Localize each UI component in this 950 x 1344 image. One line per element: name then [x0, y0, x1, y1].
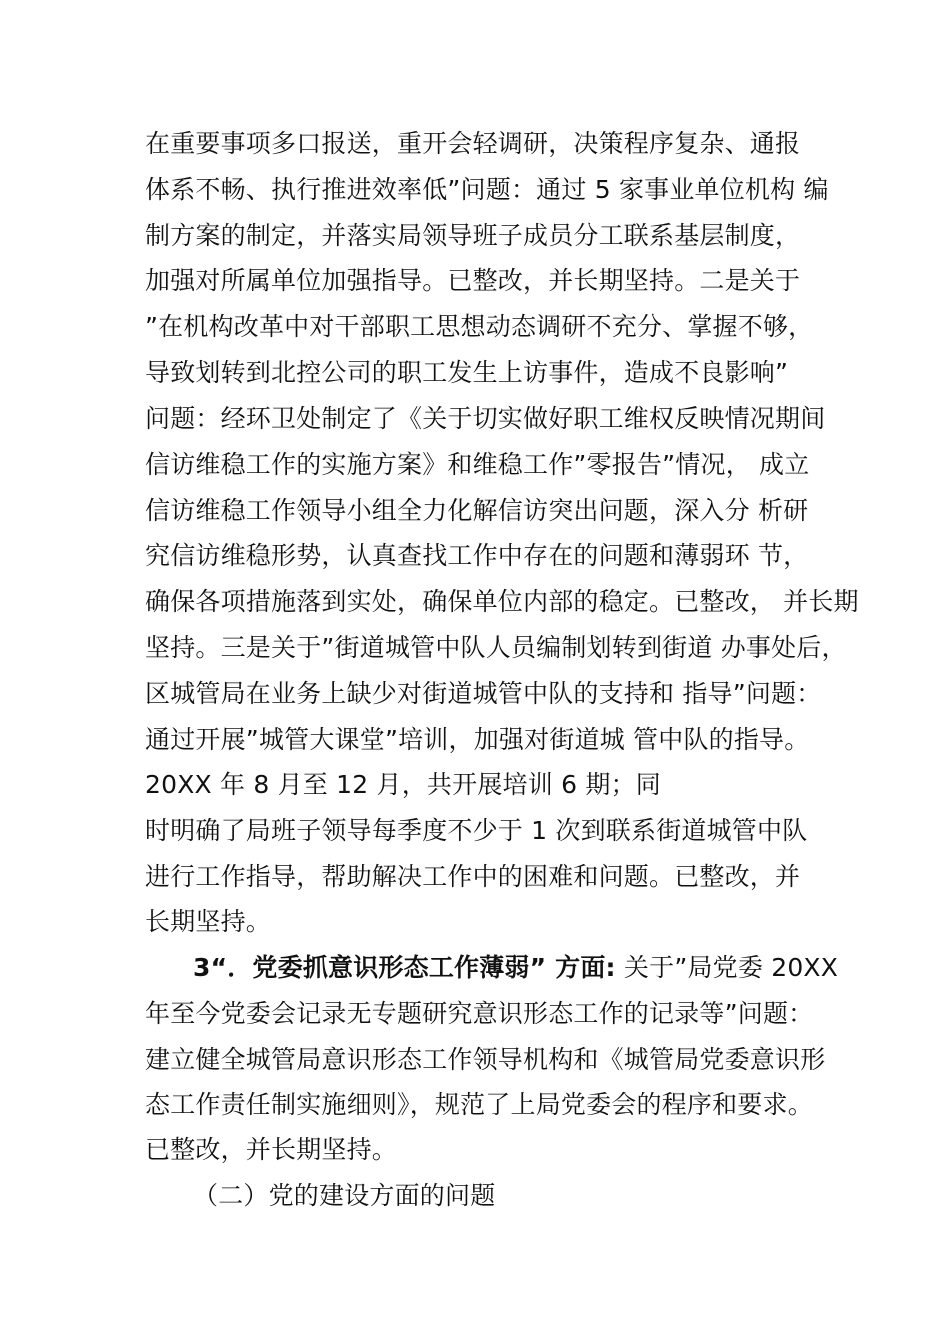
body-line-13: 区城管局在业务上缺少对街道城管中队的支持和 指导”问题：	[145, 679, 822, 708]
subheading-party-building: （二）党的建设方面的问题	[193, 1181, 496, 1210]
body-line-5: ”在机构改革中对干部职工思想动态调研不充分、掌握不够，	[145, 312, 814, 341]
body-line-6: 导致划转到北控公司的职工发生上访事件，造成不良影响”	[145, 358, 789, 387]
body-line-10: 究信访维稳形势，认真查找工作中存在的问题和薄弱环 节，	[145, 541, 809, 570]
body-line-14: 通过开展”城管大课堂”培训，加强对街道城 管中队的指导。	[145, 725, 810, 754]
body-line-1: 在重要事项多口报送，重开会轻调研，决策程序复杂、通报	[145, 129, 801, 158]
body-line-17: 进行工作指导，帮助解决工作中的困难和问题。已整改，并	[145, 862, 801, 891]
body-line-15: 20XX 年 8 月至 12 月，共开展培训 6 期；同	[145, 770, 661, 799]
section-3-first-line	[193, 945, 838, 991]
section-3-line-2: 年至今党委会记录无专题研究意识形态工作的记录等”问题：	[145, 999, 814, 1028]
body-line-9: 信访维稳工作领导小组全力化解信访突出问题，深入分 析研	[145, 496, 809, 525]
section-3-heading: 3“．党委抓意识形态工作薄弱” 方面:	[193, 953, 616, 982]
body-line-4: 加强对所属单位加强指导。已整改，并长期坚持。二是关于	[145, 266, 801, 295]
body-line-12: 坚持。三是关于”街道城管中队人员编制划转到街道 办事处后，	[145, 633, 847, 662]
body-line-11: 确保各项措施落到实处，确保单位内部的稳定。已整改， 并长期	[145, 587, 859, 616]
section-3-line-5: 已整改，并长期坚持。	[145, 1135, 398, 1164]
body-line-7: 问题：经环卫处制定了《关于切实做好职工维权反映情况期间	[145, 404, 826, 433]
body-line-2: 体系不畅、执行推进效率低”问题：通过 5 家事业单位机构 编	[145, 175, 829, 204]
section-3-line-3: 建立健全城管局意识形态工作领导机构和《城管局党委意识形	[145, 1045, 826, 1074]
body-line-16: 时明确了局班子领导每季度不少于 1 次到联系街道城管中队	[145, 816, 808, 845]
body-line-3: 制方案的制定，并落实局领导班子成员分工联系基层制度，	[145, 221, 801, 250]
section-3-intro: 关于”局党委 20XX	[615, 953, 839, 982]
body-line-8: 信访维稳工作的实施方案》和维稳工作”零报告”情况， 成立	[145, 450, 810, 479]
section-3-line-4: 态工作责任制实施细则》，规范了上局党委会的程序和要求。	[145, 1090, 813, 1119]
body-line-18: 长期坚持。	[145, 907, 272, 936]
